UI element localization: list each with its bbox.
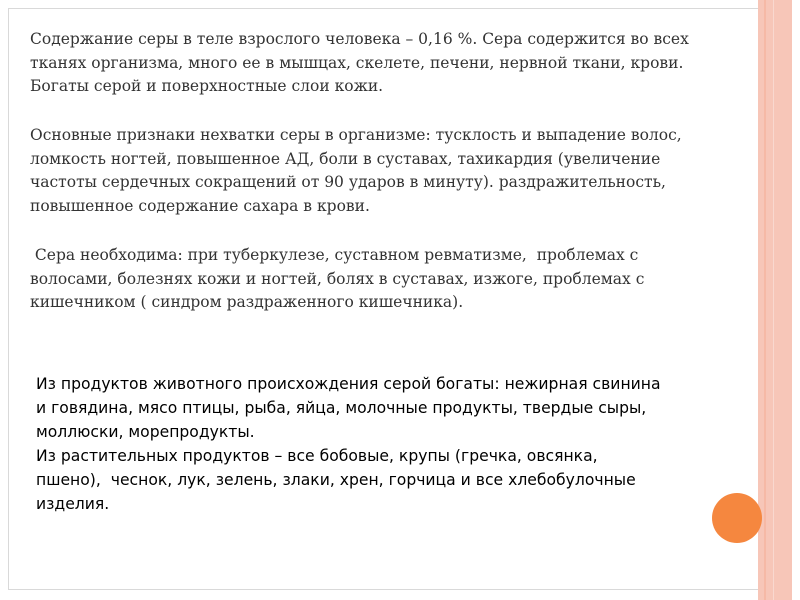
text-line: изделия. [36,495,110,513]
text-line: Основные признаки нехватки серы в организме: тусклость и выпадение волос, [30,126,682,144]
text-line: тканях организма, много ее в мышцах, скелете, печени, нервной ткани, крови. [30,53,684,72]
text-line: Сера необходима: при туберкулезе, суставном ревматизме, проблемах с [30,246,639,264]
text-line: Из продуктов животного происхождения серой богаты: нежирная свинина [36,375,661,393]
text-line: частоты сердечных сокращений от 90 ударов в минуту). раздражительность, [30,173,666,191]
text-line: Богаты серой и поверхностные слои кожи. [30,77,384,95]
paragraph-sulfur-content [30,28,730,99]
text-line: ломкость ногтей, повышенное АД, боли в суставах, тахикардия (увеличение [30,149,661,168]
text-line: Содержание серы в теле взрослого человека – 0,16 %. Сера содержится во всех [30,30,689,48]
paragraph-food-sources [36,372,736,516]
text-line: Из растительных продуктов – все бобовые, крупы (гречка, овсянка, [36,447,598,465]
paragraph-indications [30,244,730,315]
text-line: пшено), чеснок, лук, зелень, злаки, хрен, горчица и все хлебобулочные [36,471,636,489]
text-line: волосами, болезнях кожи и ногтей, болях в суставах, изжоге, проблемах с [30,269,645,288]
text-line: повышенное содержание сахара в крови. [30,196,370,215]
paragraph-deficiency-signs [30,124,730,218]
decorative-band-line-thin [773,0,774,600]
text-line: и говядина, мясо птицы, рыба, яйца, молочные продукты, твердые сыры, [36,399,647,417]
decorative-band-line [764,0,766,600]
text-line: моллюски, морепродукты. [36,423,255,441]
text-line: кишечником ( синдром раздраженного кишечника). [30,293,464,311]
